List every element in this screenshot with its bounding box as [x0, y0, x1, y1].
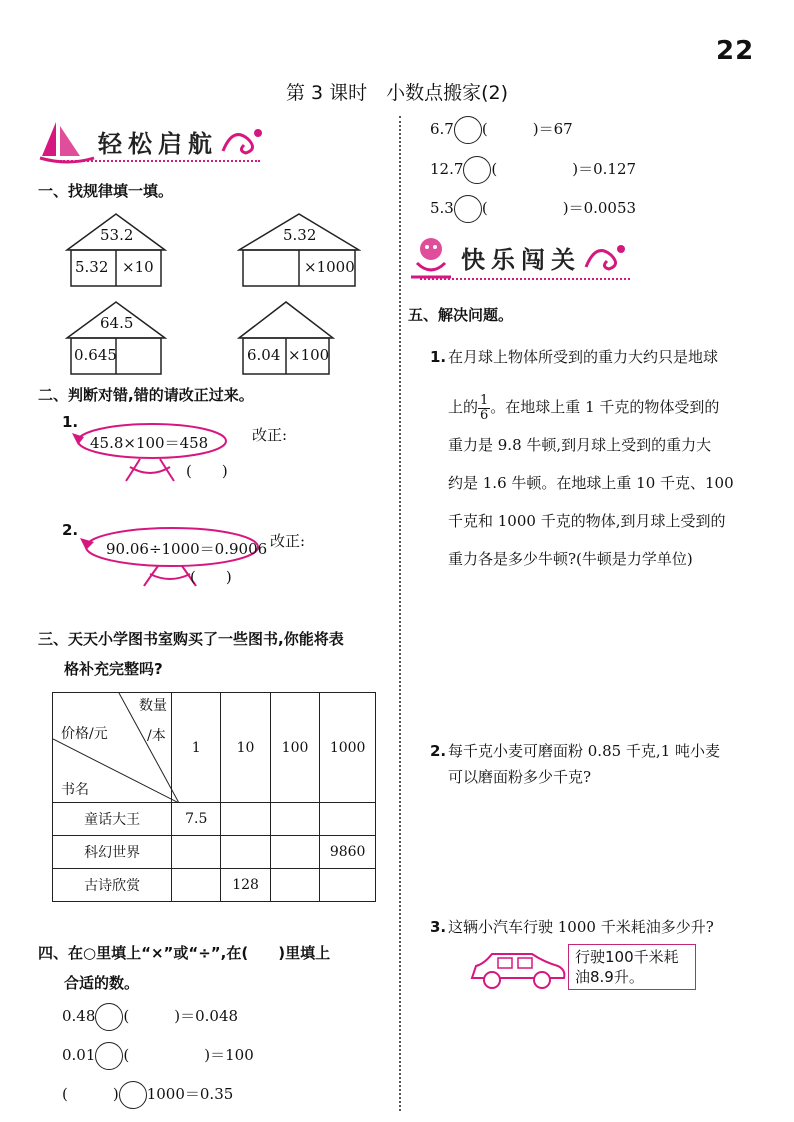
s2-item-2-fix: 改正:: [270, 532, 306, 550]
eq-right-2-a: 12.7: [430, 160, 464, 178]
table-cell: 7.5: [172, 803, 221, 836]
corner-top2: /本: [147, 728, 166, 744]
problem-2-num: 2.: [430, 742, 447, 760]
s4-heading-line1: 四、在○里填上“×”或“÷”,在( )里填上: [38, 944, 331, 962]
house-4-right: ×100: [288, 346, 330, 364]
table-row: [53, 836, 376, 869]
eq-left-1: [62, 1003, 238, 1031]
eq-right-3: [430, 195, 636, 223]
s2-item-2-num: 2.: [62, 521, 79, 539]
eq-right-3-b[interactable]: ( )＝0.0053: [481, 199, 637, 217]
table-row: [53, 803, 376, 836]
table-cell[interactable]: [221, 836, 270, 869]
table-cell[interactable]: [221, 803, 270, 836]
house-2-roof: 5.32: [283, 226, 317, 244]
eq-right-2-b[interactable]: ( )＝0.127: [491, 160, 637, 178]
col-header-1: 1: [172, 693, 221, 803]
table-cell: 9860: [320, 836, 376, 869]
s2-item-2-expr: 90.06÷1000＝0.9006: [106, 540, 268, 558]
car-icon: [466, 944, 570, 994]
problem-3-line1: 这辆小汽车行驶 1000 千米耗油多少升?: [448, 918, 714, 936]
fuel-note-line1: 行驶100千米耗: [575, 948, 679, 966]
swirl-icon: [581, 237, 631, 277]
fuel-note: [568, 944, 696, 990]
problem-1-line2b: 。在地球上重 1 千克的物体受到的: [490, 398, 720, 416]
problem-1: [430, 338, 770, 578]
eq-left-2-a: 0.01: [62, 1046, 96, 1064]
operator-circle[interactable]: [95, 1003, 123, 1031]
eq-left-3-b: 1000＝0.35: [146, 1085, 234, 1103]
problem-1-line1: 在月球上物体所受到的重力大约只是地球: [448, 348, 719, 366]
table-cell[interactable]: [172, 869, 221, 902]
col-header-100: 100: [270, 693, 319, 803]
eq-left-1-b[interactable]: ( )＝0.048: [123, 1007, 239, 1025]
house-1-roof: 53.2: [100, 226, 134, 244]
operator-circle[interactable]: [454, 195, 482, 223]
table-cell[interactable]: [270, 836, 319, 869]
house-1: [65, 212, 167, 287]
s5-heading: 五、解决问题。: [408, 306, 514, 324]
swirl-icon: [218, 121, 268, 161]
table-cell[interactable]: [270, 803, 319, 836]
s2-heading: 二、判断对错,错的请改正过来。: [38, 386, 254, 404]
house-4: [237, 300, 335, 375]
s1-heading: 一、找规律填一填。: [38, 182, 174, 200]
problem-1-line6: 重力各是多少牛顿?(牛顿是力学单位): [448, 550, 693, 568]
eq-left-2: [62, 1042, 254, 1070]
eq-right-1: [430, 116, 573, 144]
banner-qingsong: [38, 116, 288, 166]
s2-item-1-paren[interactable]: ( ): [186, 462, 228, 480]
row-name: 古诗欣赏: [53, 869, 172, 902]
house-3-left: 0.645: [74, 346, 117, 364]
operator-circle[interactable]: [454, 116, 482, 144]
books-table: [52, 692, 376, 902]
column-divider: [399, 116, 401, 1111]
house-2: [237, 212, 361, 287]
s4-heading-line2: 合适的数。: [64, 974, 140, 992]
problem-1-line2a: 上的: [448, 398, 479, 416]
operator-circle[interactable]: [119, 1081, 147, 1109]
col-header-10: 10: [221, 693, 270, 803]
table-row: [53, 869, 376, 902]
s2-item-1-fix: 改正:: [252, 426, 288, 444]
house-1-right: ×10: [122, 258, 154, 276]
banner-qingsong-underline: [60, 160, 260, 164]
child-icon: [405, 233, 461, 281]
problem-1-num: 1.: [430, 348, 447, 366]
eq-left-1-a: 0.48: [62, 1007, 96, 1025]
fuel-note-line2: 油8.9升。: [575, 968, 644, 986]
banner-kuaile-underline: [420, 278, 630, 280]
table-cell[interactable]: [320, 803, 376, 836]
problem-3: [430, 914, 770, 940]
eq-right-1-a: 6.7: [430, 120, 454, 138]
table-cell[interactable]: [320, 869, 376, 902]
row-name: 科幻世界: [53, 836, 172, 869]
problem-2-line1: 每千克小麦可磨面粉 0.85 千克,1 吨小麦: [448, 742, 721, 760]
sailboat-icon: [38, 116, 98, 166]
corner-top: 数量: [139, 698, 167, 714]
problem-2: [430, 738, 770, 790]
eq-right-1-b[interactable]: ( )＝67: [481, 120, 573, 138]
fraction-numerator: 1: [480, 392, 489, 408]
s3-heading-line2: 格补充完整吗?: [64, 660, 163, 678]
house-1-left: 5.32: [75, 258, 109, 276]
operator-circle[interactable]: [95, 1042, 123, 1070]
problem-1-line3: 重力是 9.8 牛顿,到月球上受到的重力大: [448, 436, 712, 454]
eq-left-3: [62, 1081, 233, 1109]
table-corner: [53, 693, 172, 803]
eq-right-3-a: 5.3: [430, 199, 454, 217]
problem-1-line4: 约是 1.6 牛顿。在地球上重 10 千克、100: [448, 474, 734, 492]
eq-right-2: [430, 156, 636, 184]
problem-2-line2: 可以磨面粉多少千克?: [448, 768, 592, 786]
table-cell: 128: [221, 869, 270, 902]
col-header-1000: 1000: [320, 693, 376, 803]
banner-qingsong-text: 轻松启航: [98, 129, 218, 158]
operator-circle[interactable]: [463, 156, 491, 184]
s2-item-1-num: 1.: [62, 413, 79, 431]
s2-item-1-expr: 45.8×100＝458: [90, 434, 209, 452]
banner-kuaile-text: 快乐闯关: [461, 245, 581, 274]
problem-3-num: 3.: [430, 918, 447, 936]
s2-item-2: [62, 520, 78, 539]
eq-left-3-a[interactable]: ( ): [62, 1085, 119, 1103]
banner-kuaile: [405, 232, 665, 282]
house-3-roof: 64.5: [100, 314, 134, 332]
table-cell[interactable]: [172, 836, 221, 869]
books-table-wrap: [52, 692, 376, 902]
house-2-right: ×1000: [304, 258, 355, 276]
page-number: 22: [716, 36, 755, 66]
page-title: 第 3 课时 小数点搬家(2): [285, 82, 509, 104]
eq-left-2-b[interactable]: ( )＝100: [123, 1046, 254, 1064]
s2-item-2-paren[interactable]: ( ): [190, 568, 232, 586]
s3-heading-line1: 三、天天小学图书室购买了一些图书,你能将表: [38, 630, 344, 648]
fraction-denominator: 6: [480, 407, 489, 423]
table-cell[interactable]: [270, 869, 319, 902]
corner-mid: 价格/元: [61, 726, 108, 742]
corner-bottom: 书名: [61, 782, 89, 798]
house-3: [65, 300, 167, 375]
fraction-one-sixth: [478, 394, 490, 423]
house-4-left: 6.04: [247, 346, 281, 364]
problem-1-line5: 千克和 1000 千克的物体,到月球上受到的: [448, 512, 726, 530]
row-name: 童话大王: [53, 803, 172, 836]
